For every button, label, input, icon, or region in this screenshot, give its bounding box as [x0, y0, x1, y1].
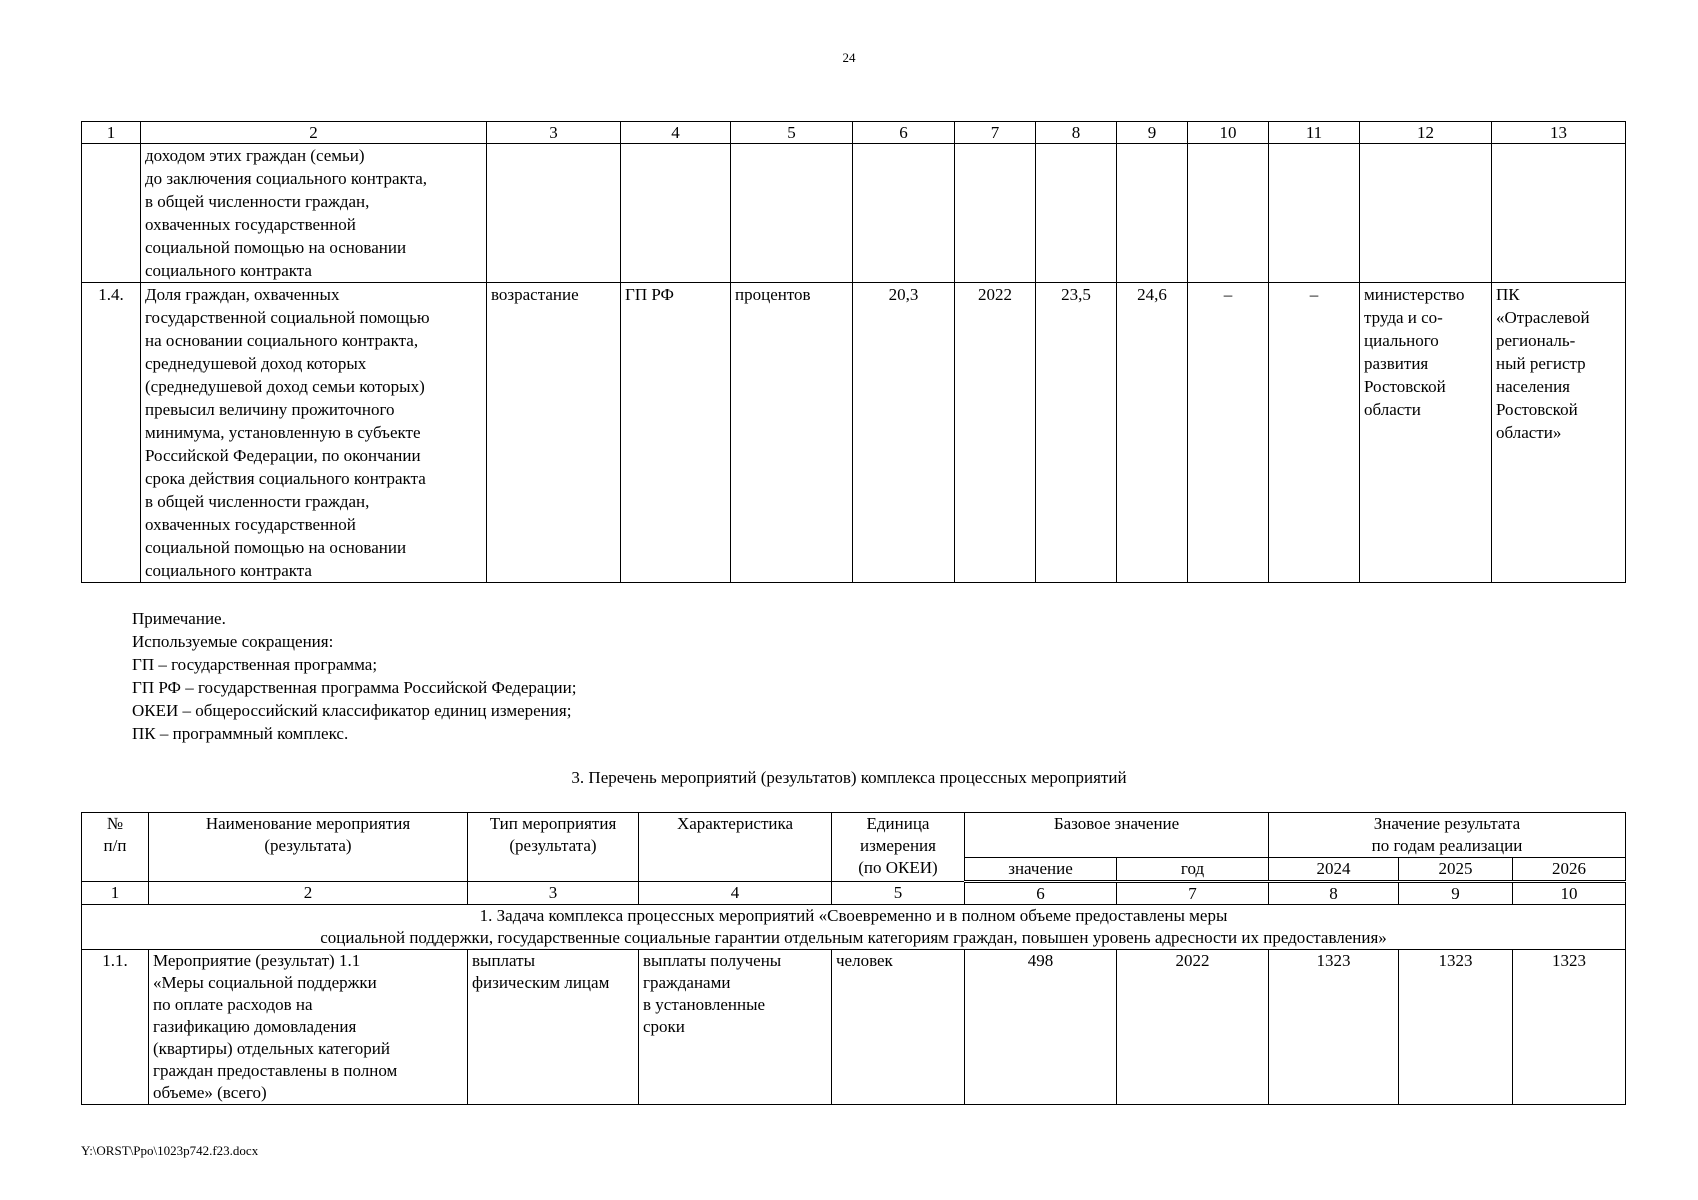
header-row — [82, 813, 1626, 858]
col-number: 10 — [1188, 122, 1269, 144]
base-year: 2022 — [955, 283, 1036, 583]
header-2026: 2026 — [1513, 858, 1626, 882]
continuation-row — [82, 144, 1626, 283]
col-number: 8 — [1269, 882, 1399, 905]
col-number: 10 — [1513, 882, 1626, 905]
col-number: 1 — [82, 122, 141, 144]
header-unit: Единица измерения (по ОКЕИ) — [832, 813, 965, 882]
indicators-table — [81, 121, 1626, 583]
file-path-footer: Y:\ORST\Ppo\1023p742.f23.docx — [81, 1143, 259, 1158]
header-type: Тип мероприятия (результата) — [468, 813, 639, 882]
header-base-value: значение — [965, 858, 1117, 882]
page-number: 24 — [842, 50, 856, 65]
indicator-row — [82, 283, 1626, 583]
col-number: 3 — [468, 882, 639, 905]
col-number: 3 — [487, 122, 621, 144]
note-line: ГП – государственная программа; — [132, 655, 378, 674]
col-number: 4 — [639, 882, 832, 905]
value-col10: – — [1188, 283, 1269, 583]
note-line: Используемые сокращения: — [132, 632, 334, 651]
base-value: 20,3 — [853, 283, 955, 583]
row-number: 1.4. — [82, 283, 141, 583]
activity-type: выплаты физическим лицам — [468, 950, 639, 1105]
header-num: № п/п — [82, 813, 149, 882]
col-number: 7 — [1117, 882, 1269, 905]
activity-name: Мероприятие (результат) 1.1 «Меры социальной поддержки по оплате расходов на газификацию домовладения (квартиры) отдельных категорий граждан предоставлены в полном объеме» (всего) — [149, 950, 468, 1105]
unit: процентов — [731, 283, 853, 583]
trend: возрастание — [487, 283, 621, 583]
level: ГП РФ — [621, 283, 731, 583]
value-col11: – — [1269, 283, 1360, 583]
value-col8: 23,5 — [1036, 283, 1117, 583]
note-line: ОКЕИ – общероссийский классификатор единиц измерения; — [132, 701, 572, 720]
activity-row — [82, 950, 1626, 1105]
task-text: 1. Задача комплекса процессных мероприятий «Своевременно и в полном объеме предоставлены меры социальной поддержки, государственные социальные гарантии отдельным категориям граждан, повышен уровень адресности их предоставления» — [82, 905, 1626, 950]
col-number: 9 — [1399, 882, 1513, 905]
col-number: 12 — [1360, 122, 1492, 144]
activities-table — [81, 812, 1626, 1105]
col-number: 5 — [832, 882, 965, 905]
task-row — [82, 905, 1626, 950]
col-number: 1 — [82, 882, 149, 905]
header-base-year: год — [1117, 858, 1269, 882]
col-number: 4 — [621, 122, 731, 144]
activity-2026: 1323 — [1513, 950, 1626, 1105]
note-line: ГП РФ – государственная программа Российской Федерации; — [132, 678, 577, 697]
col-number: 6 — [965, 882, 1117, 905]
header-2024: 2024 — [1269, 858, 1399, 882]
header-2025: 2025 — [1399, 858, 1513, 882]
activity-characteristic: выплаты получены гражданами в установленные сроки — [639, 950, 832, 1105]
header-name: Наименование мероприятия (результата) — [149, 813, 468, 882]
activity-2025: 1323 — [1399, 950, 1513, 1105]
col-number: 6 — [853, 122, 955, 144]
information-system: ПК «Отраслевой региональ- ный регистр населения Ростовской области» — [1492, 283, 1626, 583]
indicator-name: Доля граждан, охваченных государственной социальной помощью на основании социального контракта, среднедушевой доход которых (среднедушевой доход семьи которых) превысил величину прожиточного минимума, установленную в субъекте Российской Федерации, по окончании срока действия социального контракта в общей численности граждан, охваченных государственной социальной помощью на основании социального контракта — [141, 283, 487, 583]
header-characteristic: Характеристика — [639, 813, 832, 882]
col-number: 11 — [1269, 122, 1360, 144]
row-number: 1.1. — [82, 950, 149, 1105]
value-col9: 24,6 — [1117, 283, 1188, 583]
header-result: Значение результата по годам реализации — [1269, 813, 1626, 858]
activity-2024: 1323 — [1269, 950, 1399, 1105]
col-number: 13 — [1492, 122, 1626, 144]
note-line: ПК – программный комплекс. — [132, 724, 349, 743]
col-number: 7 — [955, 122, 1036, 144]
col-number: 8 — [1036, 122, 1117, 144]
column-number-row — [82, 122, 1626, 144]
activity-base-value: 498 — [965, 950, 1117, 1105]
activity-base-year: 2022 — [1117, 950, 1269, 1105]
column-number-row — [82, 882, 1626, 905]
col-number: 2 — [141, 122, 487, 144]
continuation-text: доходом этих граждан (семьи) до заключения социального контракта, в общей численности граждан, охваченных государственной социальной помощью на основании социального контракта — [141, 144, 487, 283]
activity-unit: человек — [832, 950, 965, 1105]
notes — [132, 607, 576, 745]
header-base: Базовое значение — [965, 813, 1269, 858]
responsible: министерство труда и со- циального развития Ростовской области — [1360, 283, 1492, 583]
col-number: 9 — [1117, 122, 1188, 144]
col-number: 5 — [731, 122, 853, 144]
note-line: Примечание. — [132, 609, 226, 628]
section-title: 3. Перечень мероприятий (результатов) комплекса процессных мероприятий — [571, 768, 1127, 787]
col-number: 2 — [149, 882, 468, 905]
